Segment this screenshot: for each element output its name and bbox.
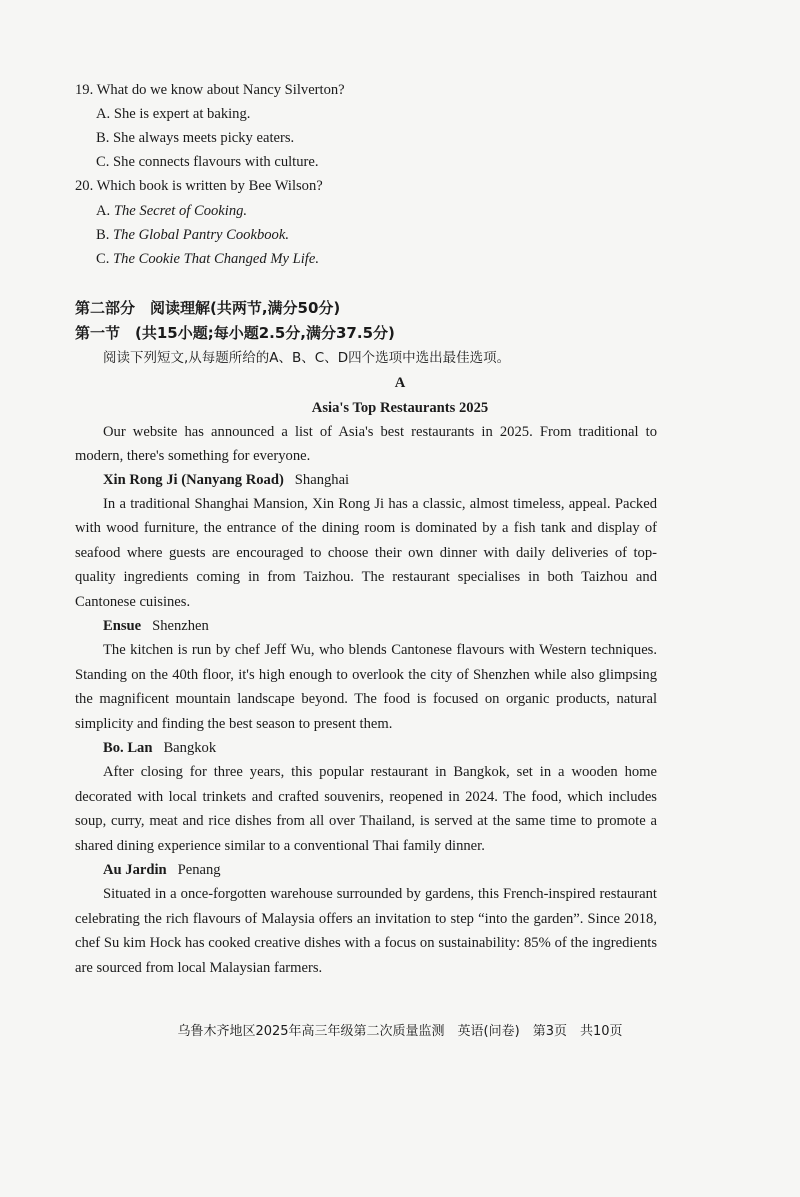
question-19-option-b: B. She always meets picky eaters. (96, 130, 295, 146)
restaurant-name: Ensue (103, 618, 142, 634)
paragraph-line: the magnificent mountain landscape beyond. The food is focused on organic products, natural (75, 691, 657, 707)
paragraph-line: are sourced from local Malaysian farmers. (75, 960, 323, 976)
restaurant-name: Bo. Lan (103, 740, 153, 756)
paragraph-line: with wood furniture, the entrance of the dining room is dominated by a fish tank and display of (75, 520, 657, 536)
restaurant-name: Xin Rong Ji (Nanyang Road) (103, 472, 284, 488)
passage-title: Asia's Top Restaurants 2025 (311, 400, 489, 416)
paragraph-line: simplicity and finding the best season to present them. (75, 716, 393, 732)
paragraph-line: Standing on the 40th floor, it's high enough to overlook the city of Shenzhen while also glimpsing (75, 667, 657, 683)
book-title: The Global Pantry Cookbook. (113, 227, 289, 243)
paragraph-line: Cantonese cuisines. (75, 594, 191, 610)
paragraph-line: soup, curry, meat and rice dishes from all over Thailand, is served at the same time to promote a (75, 813, 657, 829)
paragraph-line: The kitchen is run by chef Jeff Wu, who blends Cantonese flavours with Western techniques. (103, 642, 657, 658)
paragraph-line: quality ingredients coming in from Taizhou. The restaurant specialises in both Taizhou and (75, 569, 657, 585)
passage-letter: A (394, 375, 406, 391)
question-19-option-a: A. She is expert at baking. (96, 106, 251, 122)
paragraph-line: After closing for three years, this popular restaurant in Bangkok, set in a wooden home (103, 764, 657, 780)
question-20-stem: 20. Which book is written by Bee Wilson? (75, 178, 323, 194)
option-letter: A. (96, 203, 111, 219)
option-letter: C. (96, 251, 110, 267)
paragraph-line: chef Su kim Hock has cooked creative dishes with a focus on sustainability: 85% of the ingredients (75, 935, 657, 951)
question-19-stem: 19. What do we know about Nancy Silverton? (75, 82, 345, 98)
book-title: The Secret of Cooking. (113, 203, 248, 219)
restaurant-heading (103, 738, 216, 758)
paragraph-line: In a traditional Shanghai Mansion, Xin Rong Ji has a classic, almost timeless, appeal. Packed (103, 496, 657, 512)
section-heading: 第一节 (共15小题;每小题2.5分,满分37.5分) (75, 324, 395, 342)
intro-line: Our website has announced a list of Asia's best restaurants in 2025. From traditional to (103, 424, 657, 440)
restaurant-name: Au Jardin (103, 862, 167, 878)
paragraph-line: Situated in a once-forgotten warehouse surrounded by gardens, this French-inspired restaurant (103, 886, 657, 902)
instruction: 阅读下列短文,从每题所给的A、B、C、D四个选项中选出最佳选项。 (103, 350, 511, 366)
restaurant-heading (103, 616, 209, 636)
paragraph-line: celebrating the rich flavours of Malaysia offers an invitation to step “into the garden”. Since 2018, (75, 911, 657, 927)
intro-line: modern, there's something for everyone. (75, 448, 311, 464)
paragraph-line: decorated with local trinkets and crafted souvenirs, reopened in 2024. The food, which includes (75, 789, 657, 805)
question-19-option-c: C. She connects flavours with culture. (96, 154, 319, 170)
paragraph-line: shared dining experience similar to a conventional Thai family dinner. (75, 838, 485, 854)
option-letter: B. (96, 227, 110, 243)
paragraph-line: seafood where guests are encouraged to choose their own dinner with daily deliveries of top- (75, 545, 657, 561)
restaurant-city: Shanghai (294, 472, 350, 488)
restaurant-city: Penang (177, 862, 221, 878)
question-20-option-b (96, 225, 289, 245)
page-footer: 乌鲁木齐地区2025年高三年级第二次质量监测 英语(问卷) 第3页 共10页 (177, 1024, 623, 1039)
book-title: The Cookie That Changed My Life. (113, 251, 319, 267)
restaurant-heading (103, 470, 349, 490)
restaurant-city: Shenzhen (152, 618, 209, 634)
question-20-option-a (96, 201, 247, 221)
part-heading: 第二部分 阅读理解(共两节,满分50分) (75, 299, 341, 317)
question-20-option-c (96, 249, 319, 269)
restaurant-heading (103, 860, 221, 880)
restaurant-city: Bangkok (163, 740, 217, 756)
